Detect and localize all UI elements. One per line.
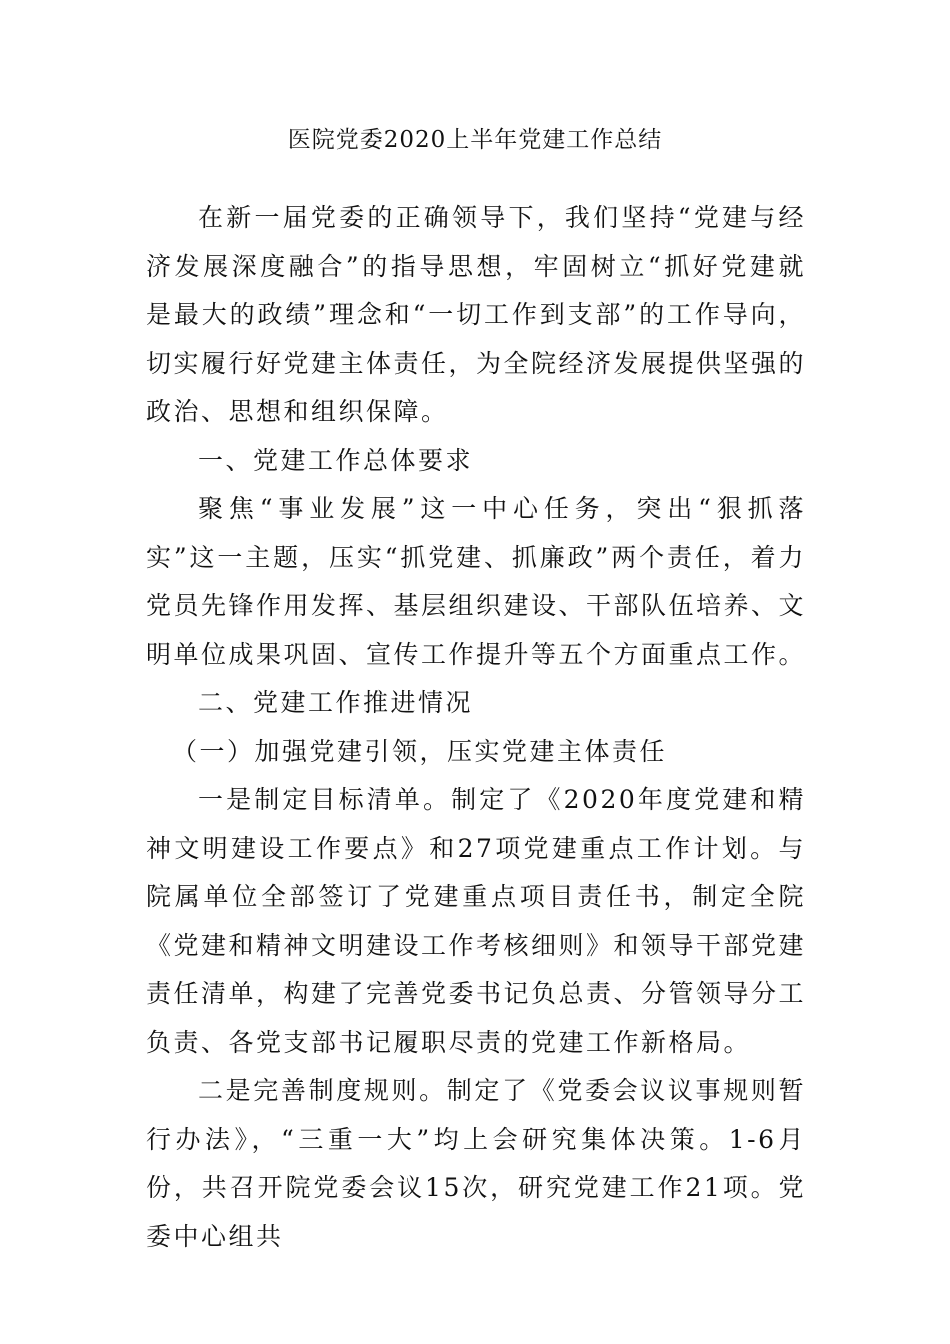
intro-paragraph: 在新一届党委的正确领导下，我们坚持“党建与经济发展深度融合”的指导思想，牢固树立“抓好党建就是最大的政绩”理念和“一切工作到支部”的工作导向，切实履行好党建主体责任，为全院经济发展提供坚强的政治、思想和组织保障。 — [146, 203, 807, 426]
section-heading-2: 二、党建工作推进情况 — [198, 688, 474, 717]
section-1-paragraph: 聚焦“事业发展”这一中心任务，突出“狠抓落实”这一主题，压实“抓党建、抓廉政”两个责任，着力党员先锋作用发挥、基层组织建设、干部队伍培养、文明单位成果巩固、宣传工作提升等五个方面重点工作。 — [146, 494, 807, 669]
document-title: 医院党委2020上半年党建工作总结 — [287, 127, 663, 153]
rules-paragraph: 二是完善制度规则。制定了《党委会议议事规则暂行办法》，“三重一大”均上会研究集体决策。1-6月份，共召开院党委会议15次，研究党建工作21项。党委中心组共 — [146, 1076, 806, 1251]
subsection-heading-1: （一）加强党建引领，压实党建主体责任 — [172, 736, 668, 766]
document-body — [146, 194, 806, 1261]
section-heading-1: 一、党建工作总体要求 — [198, 445, 474, 475]
target-list-paragraph: 一是制定目标清单。制定了《2020年度党建和精神文明建设工作要点》和27项党建重点工作计划。与院属单位全部签订了党建重点项目责任书，制定全院《党建和精神文明建设工作考核细则》和领导干部党建责任清单，构建了完善党委书记负总责、分管领导分工负责、各党支部书记履职尽责的党建工作新格局。 — [146, 785, 807, 1057]
